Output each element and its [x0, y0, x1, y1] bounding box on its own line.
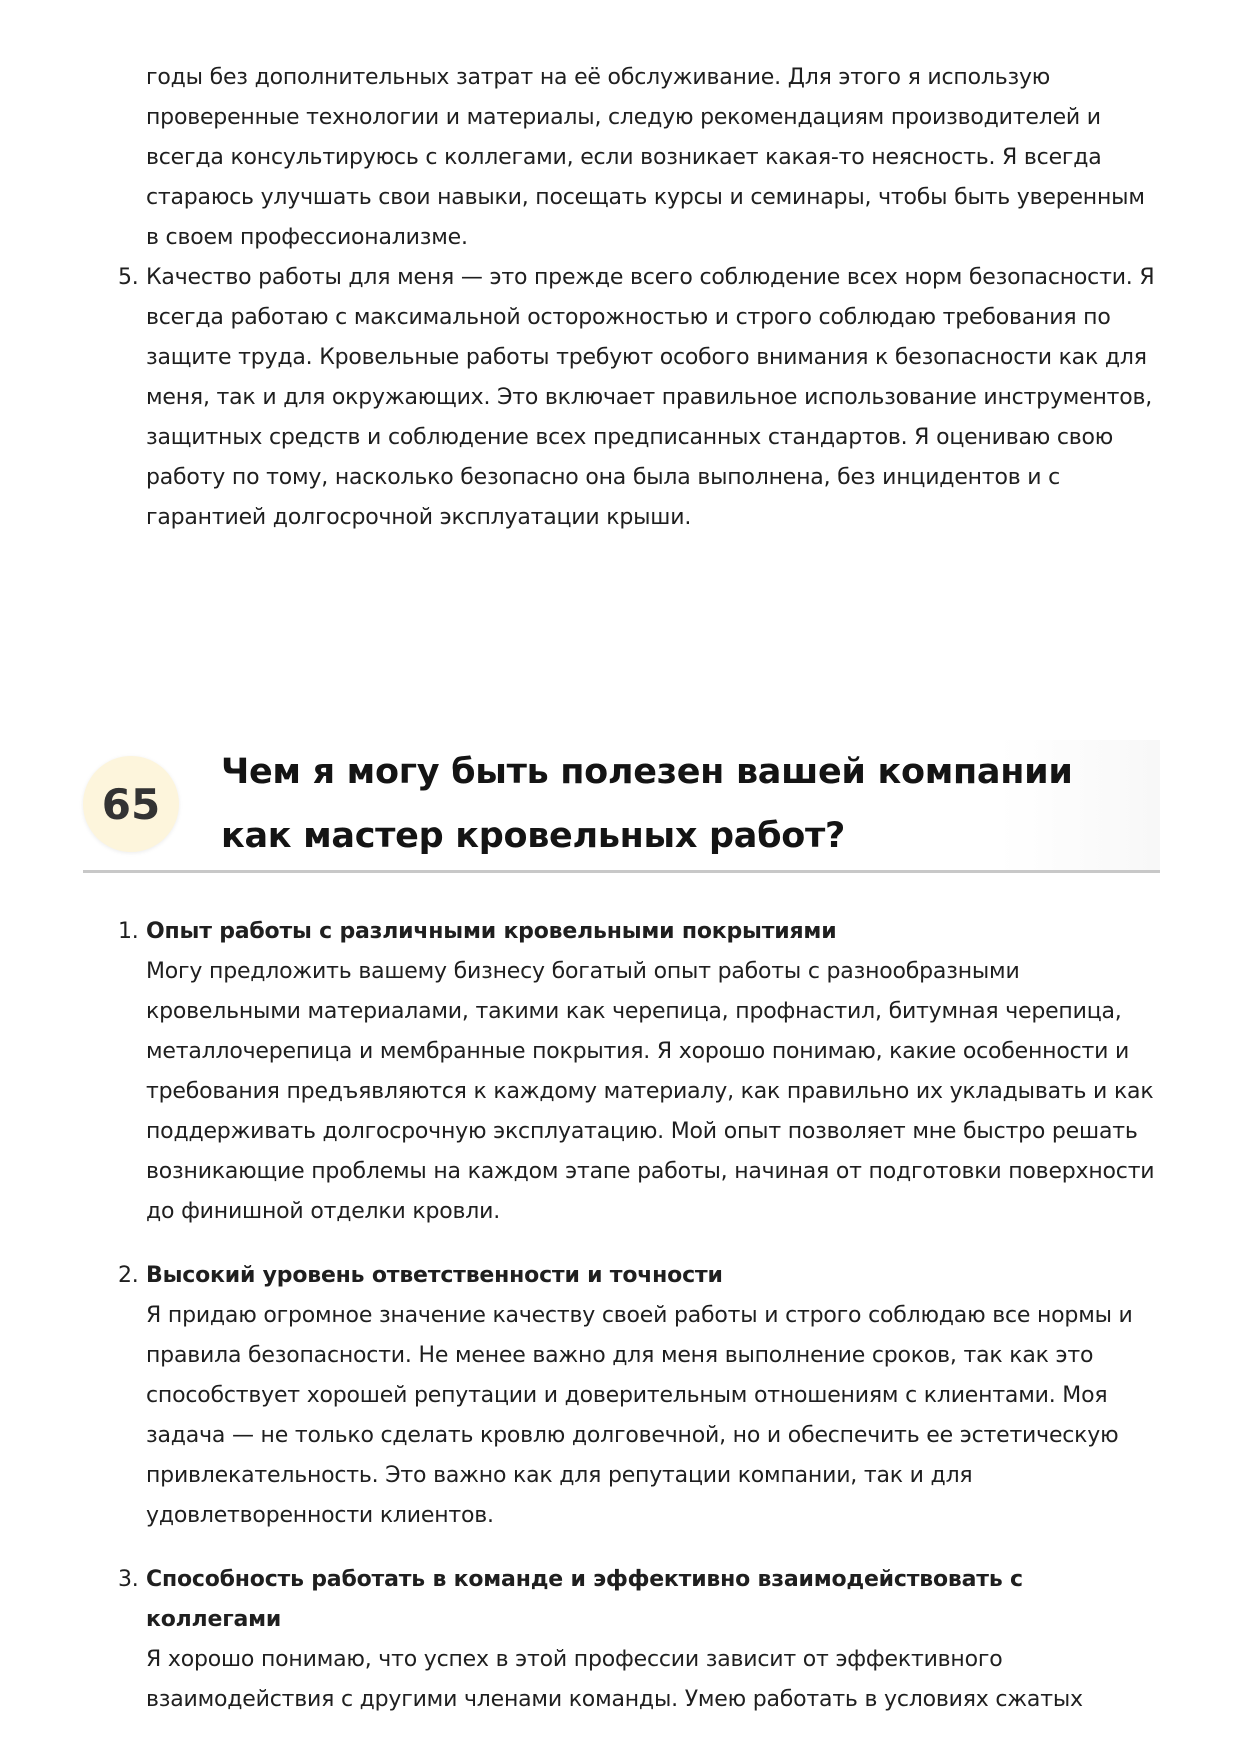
- list-item-text: Качество работы для меня — это прежде всего соблюдение всех норм безопасности. Я всегда работаю с максимальной осторожностью и строго соблюдаю требования по защите труда. Кровельные работы требуют особого внимания к безопасности как для меня, так и для окружающих. Это включает правильное использование инструментов, защитных средств и соблюдение всех предписанных стандартов. Я оцениваю свою работу по тому, насколько безопасно она была выполнена, без инцидентов и с гарантией долгосрочной эксплуатации крыши.: [146, 265, 1155, 530]
- list-item-title: Опыт работы с различными кровельными покрытиями: [146, 919, 837, 944]
- list-item-title: Высокий уровень ответственности и точности: [146, 1263, 723, 1288]
- list-item-number: 2.: [118, 1263, 139, 1288]
- list-item-title: Способность работать в команде и эффективно взаимодействовать с коллегами: [146, 1567, 1023, 1632]
- list-item-number: 5.: [118, 265, 139, 290]
- list-item-text: Я придаю огромное значение качеству своей работы и строго соблюдаю все нормы и правила безопасности. Не менее важно для меня выполнение сроков, так как это способствует хорошей репутации и доверительным отношениям с клиентами. Моя задача — не только сделать кровлю долговечной, но и обеспечить ее эстетическую привлекательность. Это важно как для репутации компании, так и для удовлетворенности клиентов.: [146, 1303, 1133, 1528]
- list-item: [118, 912, 1161, 1232]
- list-item-number: 3.: [118, 1567, 139, 1592]
- question-title: Чем я могу быть полезен вашей компании как мастер кровельных работ?: [221, 752, 1073, 856]
- question-header: [83, 740, 1160, 873]
- question-number-badge: 65: [83, 756, 179, 852]
- list-item-text: Я хорошо понимаю, что успех в этой профессии зависит от эффективного взаимодействия с другими членами команды. Умею работать в условиях сжатых: [146, 1647, 1083, 1712]
- list-item-number: 1.: [118, 919, 139, 944]
- continuation-paragraph: годы без дополнительных затрат на её обслуживание. Для этого я использую проверенные технологии и материалы, следую рекомендациям производителей и всегда консультируюсь с коллегами, если возникает какая-то неясность. Я всегда стараюсь улучшать свои навыки, посещать курсы и семинары, чтобы быть уверенным в своем профессионализме.: [146, 65, 1145, 250]
- list-item: [118, 258, 1161, 538]
- list-item: [118, 1256, 1161, 1536]
- list-item-text: Могу предложить вашему бизнесу богатый опыт работы с разнообразными кровельными материалами, такими как черепица, профнастил, битумная черепица, металлочерепица и мембранные покрытия. Я хорошо понимаю, какие особенности и требования предъявляются к каждому материалу, как правильно их укладывать и как поддерживать долгосрочную эксплуатацию. Мой опыт позволяет мне быстро решать возникающие проблемы на каждом этапе работы, начиная от подготовки поверхности до финишной отделки кровли.: [146, 959, 1155, 1224]
- list-item: [118, 1560, 1161, 1720]
